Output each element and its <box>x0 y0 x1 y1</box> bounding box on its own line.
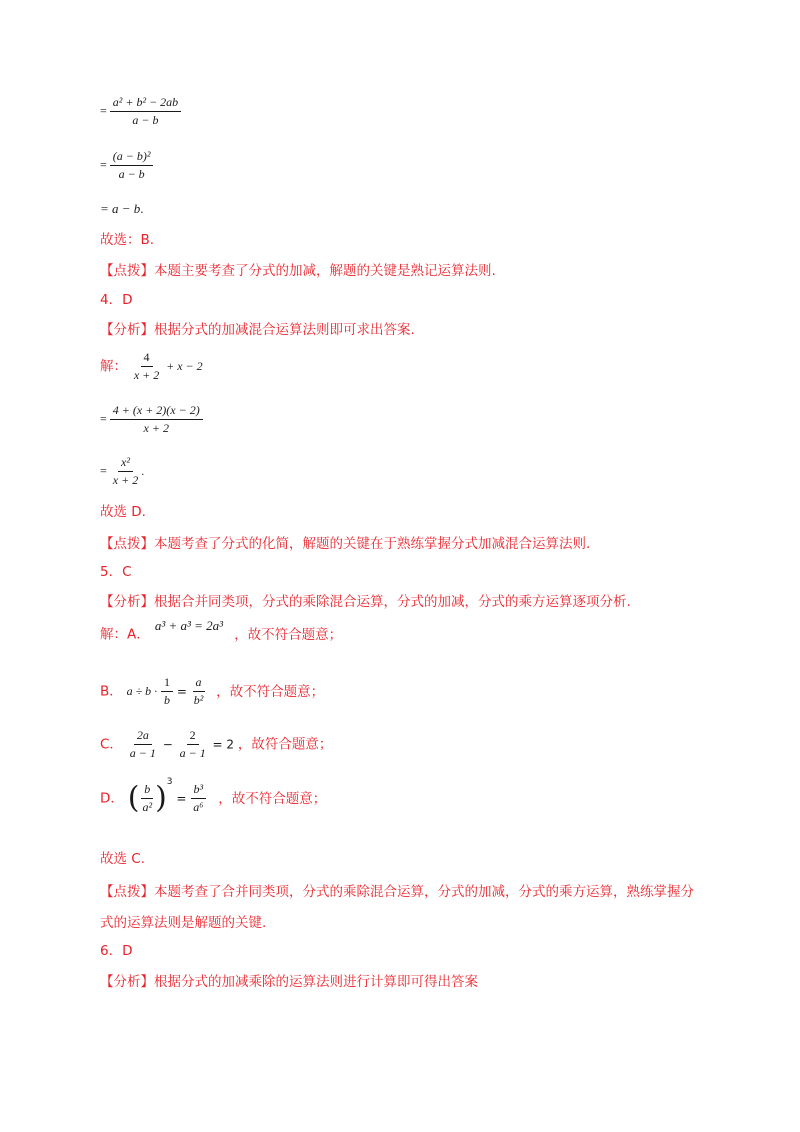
option-a-row <box>100 617 343 644</box>
fraction: $\frac{2a}{a - 1}$ <box>129 728 156 760</box>
question-5-header: 5．C <box>100 564 132 580</box>
question-4-header: 4．D <box>100 292 133 308</box>
question-6-header: 6．D <box>100 943 133 959</box>
exponent: 3 <box>166 777 173 787</box>
q4-solution-step-3: = $\frac{\text{x²}}{x + 2}$ . <box>100 455 145 487</box>
answer-line-4: 故选 D. <box>100 504 146 520</box>
q3-step-1: = $\frac{\text{a² + b² − 2ab}}{a - b}$ <box>100 94 181 129</box>
q3-step-2: = $\frac{\text{(a − b)²}}{a - b}$ <box>100 148 153 183</box>
option-b-note: ，故不符合题意； <box>216 683 325 700</box>
fraction: $\frac{1}{b}$ <box>161 674 173 709</box>
fraction: $\frac{4 + (x + 2)(x - 2)}{x + 2}$ <box>110 402 203 437</box>
fraction: $\frac{a}{\text{b²}}$ <box>193 675 204 707</box>
result-expression: = a − b <box>100 201 141 216</box>
numerator: a² + b² − 2ab <box>110 94 181 112</box>
analysis-5: 【分析】根据合并同类项，分式的乘除混合运算，分式的加减，分式的乘方运算逐项分析. <box>100 594 631 610</box>
option-a-expression: a³ + a³ = 2a³ <box>154 617 224 633</box>
option-c-row: C． $\frac{2a}{a - 1}$ − $\frac{2}{a - 1}$ = 2 ，故符合题意； <box>100 728 333 760</box>
analysis-6: 【分析】根据分式的加减乘除的运算法则进行计算即可得出答案 <box>100 974 478 990</box>
analysis-4: 【分析】根据分式的加减混合运算法则即可求出答案. <box>100 322 415 338</box>
q4-solution-step-1 <box>100 349 203 384</box>
tip-5-line-2: 式的运算法则是解题的关键. <box>100 915 267 931</box>
q3-step-3: = a − b. <box>100 201 144 216</box>
expression-tail: + x − 2 <box>166 359 203 373</box>
answer-line-3: 故选：B. <box>100 232 155 248</box>
denominator: a − b <box>118 167 145 181</box>
option-b-label: B． <box>100 683 123 700</box>
answer-line-5: 故选 C. <box>100 851 146 867</box>
tip-4: 【点拨】本题考查了分式的化简，解题的关键在于熟练掌握分式加减混合运算法则. <box>100 536 591 552</box>
option-c-note: ，故符合题意； <box>237 736 333 753</box>
option-a-note: ，故不符合题意； <box>234 626 343 643</box>
denominator: a − b <box>132 113 159 127</box>
numerator: (a − b)² <box>110 148 154 166</box>
fraction: $\frac{\text{x²}}{x + 2}$ <box>112 455 139 487</box>
option-d-row: D． ( $\frac{b}{\text{a²}}$ )$^3$ = $\frac{\text{b³}}{\text{a⁶}}$ ，故不符合题意； <box>100 777 327 816</box>
option-a-label: 解：A． <box>100 626 150 643</box>
fraction <box>110 148 154 183</box>
solution-label: 解： <box>100 358 127 375</box>
q4-solution-step-2: = $\frac{4 + (x + 2)(x - 2)}{x + 2}$ <box>100 402 203 437</box>
fraction: $\frac{4}{x + 2}$ <box>133 350 160 382</box>
option-c-label: C． <box>100 736 123 753</box>
fraction <box>110 94 181 129</box>
tip-3: 【点拨】本题主要考查了分式的加减，解题的关键是熟记运算法则. <box>100 263 496 279</box>
option-b-row: B． a ÷ b · $\frac{1}{b}$ = $\frac{a}{\text{b²}}$ ，故不符合题意； <box>100 675 325 707</box>
fraction: $\frac{\text{b³}}{\text{a⁶}}$ <box>190 781 206 816</box>
option-d-label: D． <box>100 790 124 807</box>
option-d-note: ，故不符合题意； <box>218 790 327 807</box>
tip-5-line-1: 【点拨】本题考查了合并同类项，分式的乘除混合运算，分式的加减，分式的乘方运算，熟练掌握分 <box>100 884 694 900</box>
fraction: $\frac{b}{\text{a²}}$ <box>142 782 153 814</box>
fraction: $\frac{2}{a - 1}$ <box>179 728 206 760</box>
